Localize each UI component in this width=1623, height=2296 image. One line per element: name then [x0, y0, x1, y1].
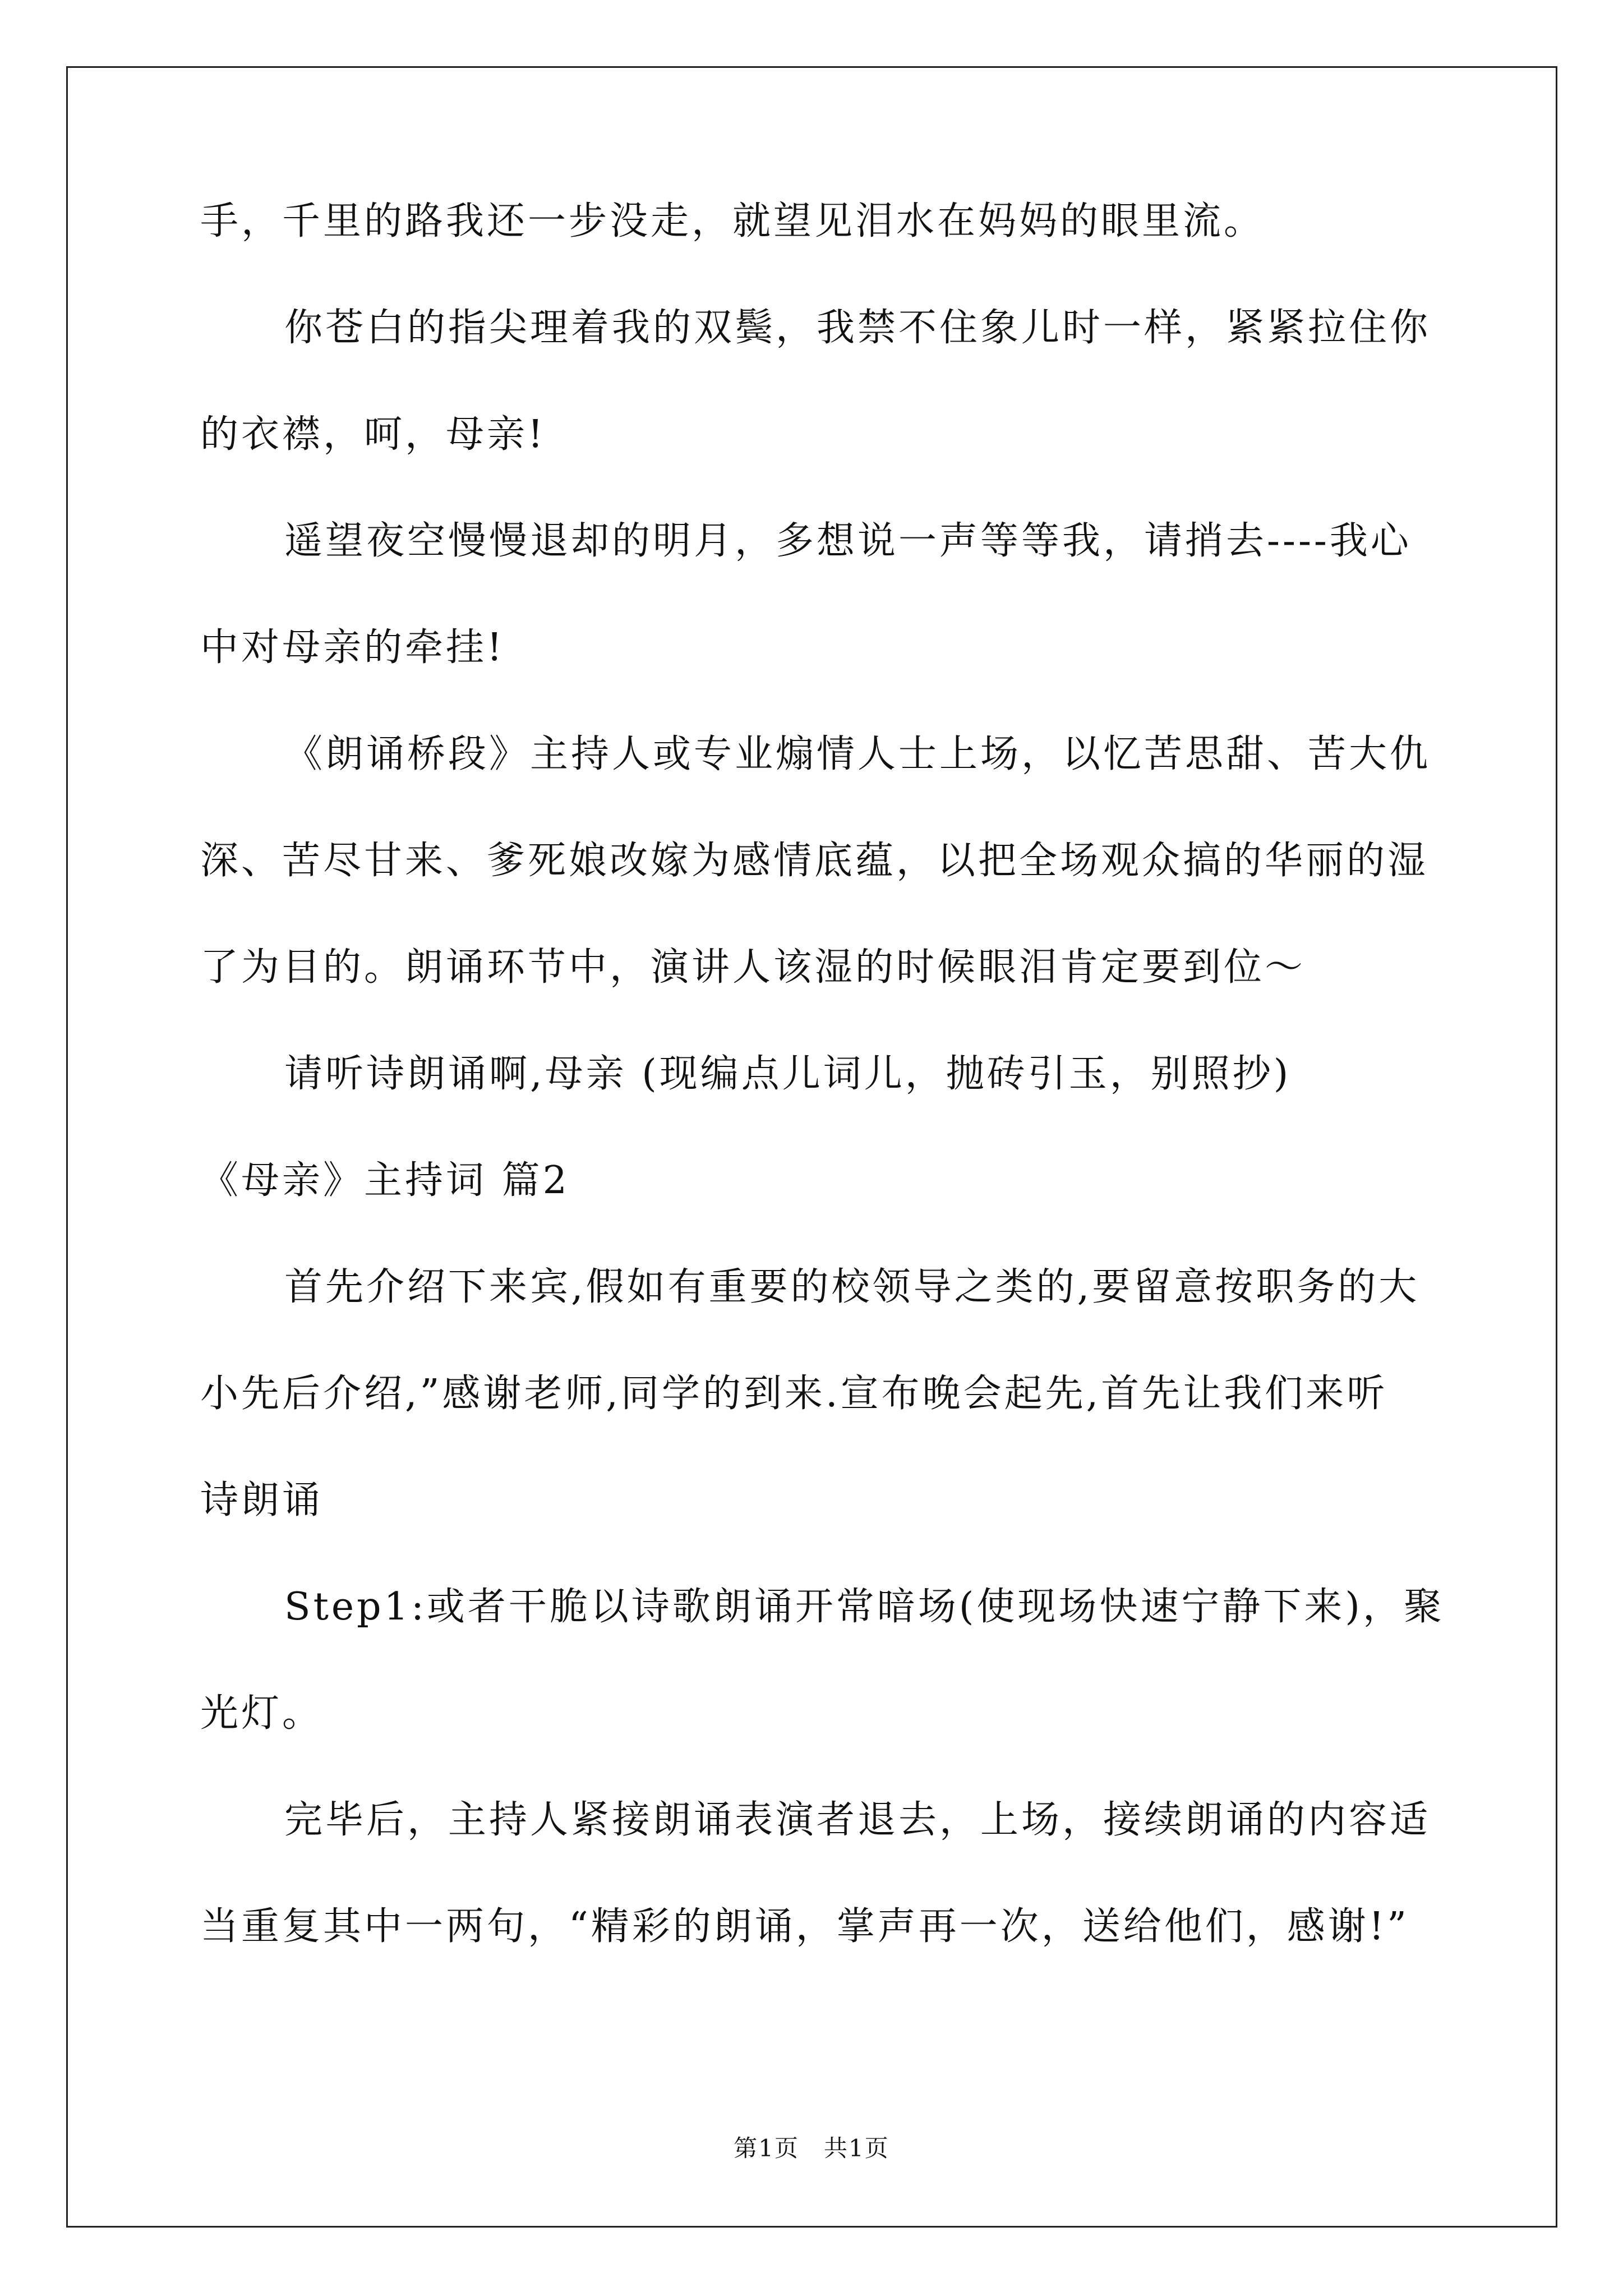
text-line: 你苍白的指尖理着我的双鬓，我禁不住象儿时一样，紧紧拉住你 — [284, 306, 1431, 350]
section-heading: 《母亲》主持词 篇2 — [200, 1158, 570, 1203]
text-line: 光灯。 — [200, 1691, 324, 1736]
text-line: 首先介绍下来宾,假如有重要的校领导之类的,要留意按职务的大 — [284, 1265, 1420, 1309]
text-line: 小先后介绍,”感谢老师,同学的到来.宣布晚会起先,首先让我们来听 — [200, 1372, 1388, 1416]
text-line: 诗朗诵 — [200, 1478, 324, 1522]
text-line: Step1:或者干脆以诗歌朗诵开常暗场(使现场快速宁静下来)，聚 — [284, 1585, 1445, 1629]
text-line: 《朗诵桥段》主持人或专业煽情人士上场，以忆苦思甜、苦大仇 — [284, 732, 1431, 776]
text-line: 当重复其中一两句，“精彩的朗诵，掌声再一次，送给他们，感谢!” — [200, 1904, 1409, 1949]
text-line: 遥望夜空慢慢退却的明月，多想说一声等等我，请捎去----我心 — [284, 519, 1412, 563]
page-border — [66, 66, 1557, 2228]
text-line: 了为目的。朗诵环节中，演讲人该湿的时候眼泪肯定要到位～ — [200, 945, 1306, 990]
text-line: 中对母亲的牵挂! — [200, 625, 505, 670]
page-number-footer: 第1页 共1页 — [734, 2134, 889, 2162]
text-line: 完毕后，主持人紧接朗诵表演者退去，上场，接续朗诵的内容适 — [284, 1798, 1431, 1842]
text-line: 手，千里的路我还一步没走，就望见泪水在妈妈的眼里流。 — [200, 199, 1265, 243]
text-line: 的衣襟，呵，母亲! — [200, 412, 546, 457]
text-line: 请听诗朗诵啊,母亲 (现编点儿词儿，抛砖引玉，别照抄) — [284, 1052, 1292, 1096]
text-line: 深、苦尽甘来、爹死娘改嫁为感情底蕴，以把全场观众搞的华丽的湿 — [200, 839, 1429, 883]
